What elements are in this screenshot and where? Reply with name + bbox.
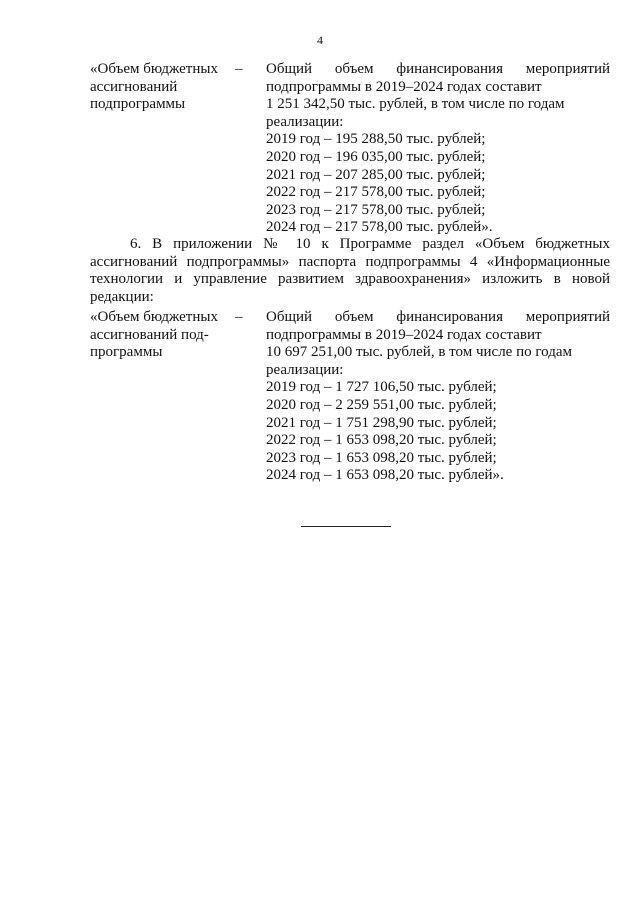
- year-line: 2019 год – 195 288,50 тыс. рублей;: [266, 131, 486, 148]
- word: Общий: [266, 61, 313, 77]
- text-line: реализации:: [266, 113, 344, 130]
- year-line: 2019 год – 1 727 106,50 тыс. рублей;: [266, 379, 497, 396]
- label-line: ассигнований под-: [90, 326, 209, 343]
- label-line: подпрограммы: [90, 96, 186, 113]
- label-line: «Объем бюджетных: [90, 309, 218, 325]
- paragraph-6: [90, 236, 610, 306]
- label-line: программы: [90, 344, 163, 361]
- dash: –: [235, 61, 243, 77]
- year-line: 2020 год – 2 259 551,00 тыс. рублей;: [266, 396, 497, 413]
- paragraph-6-text: 6. В приложении № 10 к Программе раздел «Объем бюджетных ассигнований подпрограммы» паспорта подпрограммы 4 «Информационные технологии и управление развитием здравоохранения» изложить в новой редакции:: [90, 236, 610, 305]
- year-line: 2024 год – 1 653 098,20 тыс. рублей».: [266, 467, 504, 484]
- divider: [301, 526, 391, 527]
- budget-value-1: [266, 61, 610, 237]
- year-line: 2022 год – 1 653 098,20 тыс. рублей;: [266, 432, 497, 449]
- text-line: 10 697 251,00 тыс. рублей, в том числе по годам: [266, 344, 572, 361]
- year-line: 2020 год – 196 035,00 тыс. рублей;: [266, 148, 486, 165]
- budget-value-2: [266, 309, 610, 485]
- word: мероприятий: [525, 61, 610, 77]
- text-line: подпрограммы в 2019–2024 годах составит: [266, 326, 542, 343]
- year-line: 2022 год – 217 578,00 тыс. рублей;: [266, 184, 486, 201]
- text-line: реализации:: [266, 361, 344, 378]
- budget-label-1: [90, 61, 232, 114]
- first-line: [266, 309, 610, 327]
- word: объем: [334, 61, 374, 77]
- label-line: «Объем бюджетных: [90, 61, 218, 77]
- year-line: 2024 год – 217 578,00 тыс. рублей».: [266, 219, 493, 236]
- label-line: ассигнований: [90, 78, 178, 95]
- word: финансирования: [396, 309, 503, 325]
- year-line: 2023 год – 1 653 098,20 тыс. рублей;: [266, 449, 497, 466]
- year-line: 2021 год – 207 285,00 тыс. рублей;: [266, 166, 486, 183]
- text-line: подпрограммы в 2019–2024 годах составит: [266, 78, 542, 95]
- word: Общий: [266, 309, 313, 325]
- year-line: 2021 год – 1 751 298,90 тыс. рублей;: [266, 414, 497, 431]
- word: финансирования: [396, 61, 503, 77]
- word: объем: [334, 309, 374, 325]
- budget-label-2: [90, 309, 232, 362]
- page-number: 4: [317, 33, 323, 47]
- first-line: [266, 61, 610, 79]
- word: мероприятий: [525, 309, 610, 325]
- year-line: 2023 год – 217 578,00 тыс. рублей;: [266, 201, 486, 218]
- text-line: 1 251 342,50 тыс. рублей, в том числе по годам: [266, 96, 565, 113]
- dash: –: [235, 309, 243, 325]
